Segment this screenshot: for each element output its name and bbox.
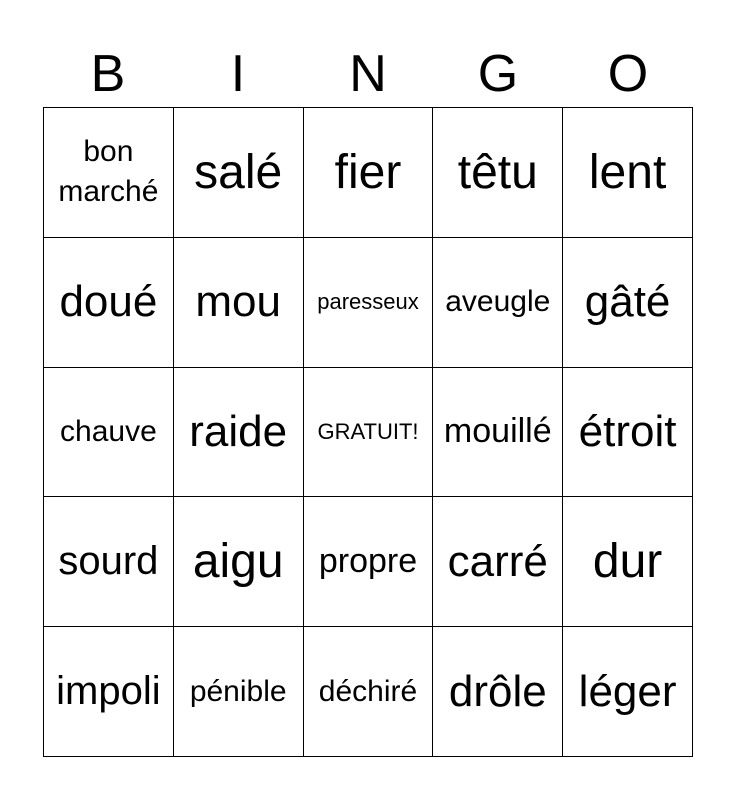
cell-word: drôle — [448, 666, 547, 716]
cell-word: bon marché — [58, 135, 159, 209]
bingo-cell[interactable] — [563, 238, 693, 368]
cell-word: têtu — [457, 145, 538, 199]
bingo-cell[interactable] — [304, 497, 434, 627]
cell-word: gâté — [584, 277, 671, 327]
cell-word: doué — [59, 277, 158, 327]
cell-word: propre — [318, 542, 418, 581]
bingo-cell[interactable] — [433, 368, 563, 498]
bingo-cell[interactable] — [304, 108, 434, 238]
bingo-cell[interactable] — [304, 627, 434, 757]
cell-word: carré — [447, 536, 548, 586]
cell-word: impoli — [56, 669, 161, 714]
bingo-cell[interactable] — [174, 108, 304, 238]
cell-word: salé — [194, 145, 283, 199]
cell-word: raide — [189, 406, 288, 456]
bingo-cell[interactable] — [433, 497, 563, 627]
cell-word: fier — [334, 145, 402, 199]
bingo-cell[interactable] — [433, 238, 563, 368]
cell-word: pénible — [189, 674, 287, 708]
cell-word: dur — [592, 535, 663, 589]
bingo-cell[interactable] — [433, 108, 563, 238]
bingo-cell[interactable] — [44, 108, 174, 238]
free-space-label: GRATUIT! — [317, 418, 419, 444]
cell-word: aveugle — [445, 285, 551, 319]
cell-word: chauve — [60, 414, 157, 448]
cell-word: étroit — [578, 406, 677, 456]
cell-word: aigu — [192, 535, 284, 589]
header-letter-o: O — [607, 45, 649, 103]
bingo-card — [43, 107, 693, 757]
cell-word: léger — [578, 666, 677, 716]
bingo-cell[interactable] — [304, 238, 434, 368]
bingo-cell[interactable] — [433, 627, 563, 757]
cell-word: lent — [588, 145, 667, 199]
bingo-cell[interactable] — [174, 627, 304, 757]
cell-word: mouillé — [443, 412, 552, 451]
header-letter-i: I — [230, 45, 246, 103]
bingo-cell[interactable] — [563, 627, 693, 757]
bingo-cell[interactable] — [174, 368, 304, 498]
bingo-cell[interactable] — [44, 368, 174, 498]
bingo-cell[interactable] — [563, 497, 693, 627]
cell-word: déchiré — [318, 674, 418, 708]
cell-word: sourd — [58, 539, 159, 584]
bingo-cell[interactable] — [174, 238, 304, 368]
header-letter-n: N — [349, 45, 387, 103]
cell-word: paresseux — [317, 289, 419, 315]
header-letter-b: B — [90, 45, 126, 103]
free-space-cell[interactable] — [304, 368, 434, 498]
bingo-header — [43, 40, 693, 108]
header-letter-g: G — [477, 45, 519, 103]
bingo-cell[interactable] — [563, 368, 693, 498]
bingo-cell[interactable] — [44, 627, 174, 757]
bingo-cell[interactable] — [563, 108, 693, 238]
bingo-cell[interactable] — [44, 238, 174, 368]
bingo-cell[interactable] — [174, 497, 304, 627]
cell-word: mou — [195, 277, 281, 327]
bingo-cell[interactable] — [44, 497, 174, 627]
